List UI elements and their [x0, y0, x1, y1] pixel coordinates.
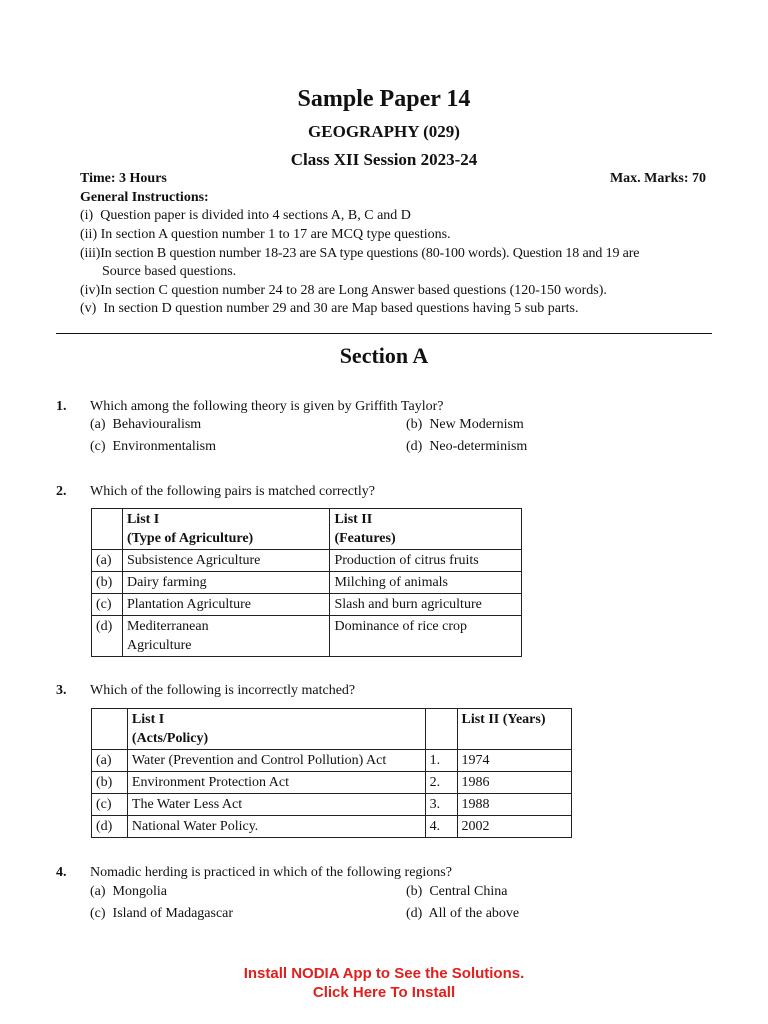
- section-title: Section A: [339, 343, 429, 368]
- option-a: (a) Behaviouralism: [90, 417, 202, 432]
- table-row: [92, 816, 572, 838]
- table-cell: The Water Less Act: [127, 794, 425, 816]
- table-cell: Environment Protection Act: [127, 772, 425, 794]
- subject-title: GEOGRAPHY (029): [308, 122, 460, 141]
- match-table-acts: [91, 708, 572, 838]
- instructions-heading: General Instructions:: [80, 190, 209, 205]
- table-header-cell: List I (Type of Agriculture): [122, 509, 330, 550]
- click-to-install-link[interactable]: Click Here To Install: [312, 984, 456, 1001]
- table-cell: 3.: [425, 794, 457, 816]
- option-c: (c) Environmentalism: [90, 439, 216, 454]
- option-d: (d) Neo-determinism: [406, 439, 528, 454]
- table-header-cell: List II (Features): [330, 509, 522, 550]
- table-cell: National Water Policy.: [127, 816, 425, 838]
- instruction-item: (ii) In section A question number 1 to 17 are MCQ type questions.: [80, 227, 451, 242]
- question-text: Which among the following theory is given by Griffith Taylor?: [90, 399, 444, 414]
- table-cell: Milching of animals: [330, 572, 522, 594]
- instruction-item: (iii)In section B question number 18-23 are SA type questions (80-100 words). Question 18 and 19 are: [80, 246, 640, 261]
- table-header-row: [92, 709, 572, 750]
- table-cell: 2.: [425, 772, 457, 794]
- table-row: [92, 594, 522, 616]
- table-row: [92, 794, 572, 816]
- table-header-cell: List II (Years): [457, 709, 572, 750]
- question-text: Nomadic herding is practiced in which of the following regions?: [90, 865, 452, 880]
- table-row: [92, 750, 572, 772]
- table-cell: 1986: [457, 772, 572, 794]
- table-cell: 1974: [457, 750, 572, 772]
- table-cell: Mediterranean Agriculture: [122, 616, 330, 657]
- row-label: (b): [92, 572, 123, 594]
- max-marks-label: Max. Marks: 70: [609, 171, 706, 186]
- option-b: (b) Central China: [406, 884, 508, 899]
- paper-title: Sample Paper 14: [297, 86, 471, 112]
- table-cell: Plantation Agriculture: [122, 594, 330, 616]
- option-b: (b) New Modernism: [406, 417, 524, 432]
- table-row: [92, 616, 522, 657]
- table-cell: Dominance of rice crop: [330, 616, 522, 657]
- row-label: (d): [92, 816, 128, 838]
- match-table-agriculture: [91, 508, 522, 657]
- row-label: (c): [92, 594, 123, 616]
- row-label: (a): [92, 750, 128, 772]
- question-text: Which of the following pairs is matched correctly?: [90, 484, 375, 499]
- question-number: 4.: [56, 865, 67, 880]
- option-d: (d) All of the above: [406, 906, 520, 921]
- table-row: [92, 772, 572, 794]
- table-row: [92, 572, 522, 594]
- question-number: 1.: [56, 399, 67, 414]
- table-cell: Water (Prevention and Control Pollution) Act: [127, 750, 425, 772]
- row-label: (b): [92, 772, 128, 794]
- table-header-row: [92, 509, 522, 550]
- option-a: (a) Mongolia: [90, 884, 167, 899]
- row-label: (a): [92, 550, 123, 572]
- table-cell: Slash and burn agriculture: [330, 594, 522, 616]
- table-cell: Production of citrus fruits: [330, 550, 522, 572]
- question-number: 3.: [56, 683, 67, 698]
- instruction-item: (iv)In section C question number 24 to 28 are Long Answer based questions (120-150 words).: [80, 283, 607, 298]
- time-label: Time: 3 Hours: [80, 171, 167, 186]
- table-cell: 2002: [457, 816, 572, 838]
- instruction-item: (i) Question paper is divided into 4 sections A, B, C and D: [80, 208, 411, 223]
- row-label: (d): [92, 616, 123, 657]
- table-cell: 1988: [457, 794, 572, 816]
- question-text: Which of the following is incorrectly matched?: [90, 683, 356, 698]
- instruction-item-continued: Source based questions.: [102, 264, 237, 279]
- option-c: (c) Island of Madagascar: [90, 906, 234, 921]
- table-cell: 4.: [425, 816, 457, 838]
- row-label: (c): [92, 794, 128, 816]
- instruction-item: (v) In section D question number 29 and 30 are Map based questions having 5 sub parts.: [80, 301, 579, 316]
- table-row: [92, 550, 522, 572]
- table-cell: Subsistence Agriculture: [122, 550, 330, 572]
- section-divider: [56, 333, 712, 334]
- table-cell: 1.: [425, 750, 457, 772]
- install-app-link[interactable]: Install NODIA App to See the Solutions.: [243, 965, 525, 982]
- table-header-cell: List I (Acts/Policy): [127, 709, 425, 750]
- session-title: Class XII Session 2023-24: [290, 150, 478, 169]
- question-number: 2.: [56, 484, 67, 499]
- table-cell: Dairy farming: [122, 572, 330, 594]
